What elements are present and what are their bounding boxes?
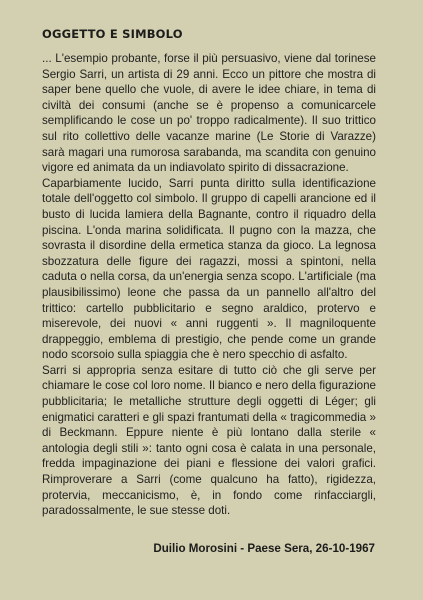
paragraph-2: Caparbiamente lucido, Sarri punta diritto sulla identificazione totale dell'oggetto col simbolo. Il gruppo di capelli arancione ed il busto di lucida lamiera della Bagnante, contro il riquadro della piscina. L'onda marina solidificata. Il pugno con la mazza, che sovrasta il disordine della ermetica stanza da gioco. La legnosa sbozzatura delle figure dei ragazzi, mossi a spintoni, nella caduta o nella corsa, da un'energia senza scopo. L'artificiale (ma plausibilissimo) leone che passa da un pannello all'altro del trittico: cartello pubblicitario e segno araldico, protervo e miserevole, dei nuovi « anni ruggenti ». Il magniloquente drappeggio, emblema di prestigio, che pende come un grande nodo scorsoio sulla spiaggia che è nero specchio di asfalto. [42,176,376,362]
article-body [42,51,376,519]
author-signature: Duilio Morosini - Paese Sera, 26-10-1967 [153,542,375,555]
paragraph-3: Sarri si appropria senza esitare di tutto ciò che gli serve per chiamare le cose col loro nome. Il bianco e nero della figurazione pubblicitaria; le metalliche strutture degli oggetti di Léger; gli enigmatici caratteri e gli spazi frantumati della « tragicommedia » di Beckmann. Eppure niente è più lontano dalla sterile « antologia degli stili »: tanto ogni cosa è calata in una personale, fredda impaginazione dei piani e flessione dei valori grafici. Rimproverare a Sarri (come qualcuno ha fatto), rigidezza, protervia, meccanicismo, è, in fondo come rinfacciargli, paradossalmente, le sue stesse doti. [42,363,376,518]
paragraph-1: ... L'esempio probante, forse il più persuasivo, viene dal torinese Sergio Sarri, un artista di 29 anni. Ecco un pittore che mostra di saper bene quello che vuole, di avere le idee chiare, in tema di civiltà dei consumi (anche se è propenso a comunicarcele semplificando le cose un po' troppo radicalmente). Il suo trittico sul rito collettivo delle vacanze marine (Le Storie di Varazze) sarà magari una rumorosa sarabanda, ma scandita con genuino vigore ed animata da un indiavolato spirito di dissacrazione. [42,52,376,175]
page-title: OGGETTO E SIMBOLO [42,27,183,41]
